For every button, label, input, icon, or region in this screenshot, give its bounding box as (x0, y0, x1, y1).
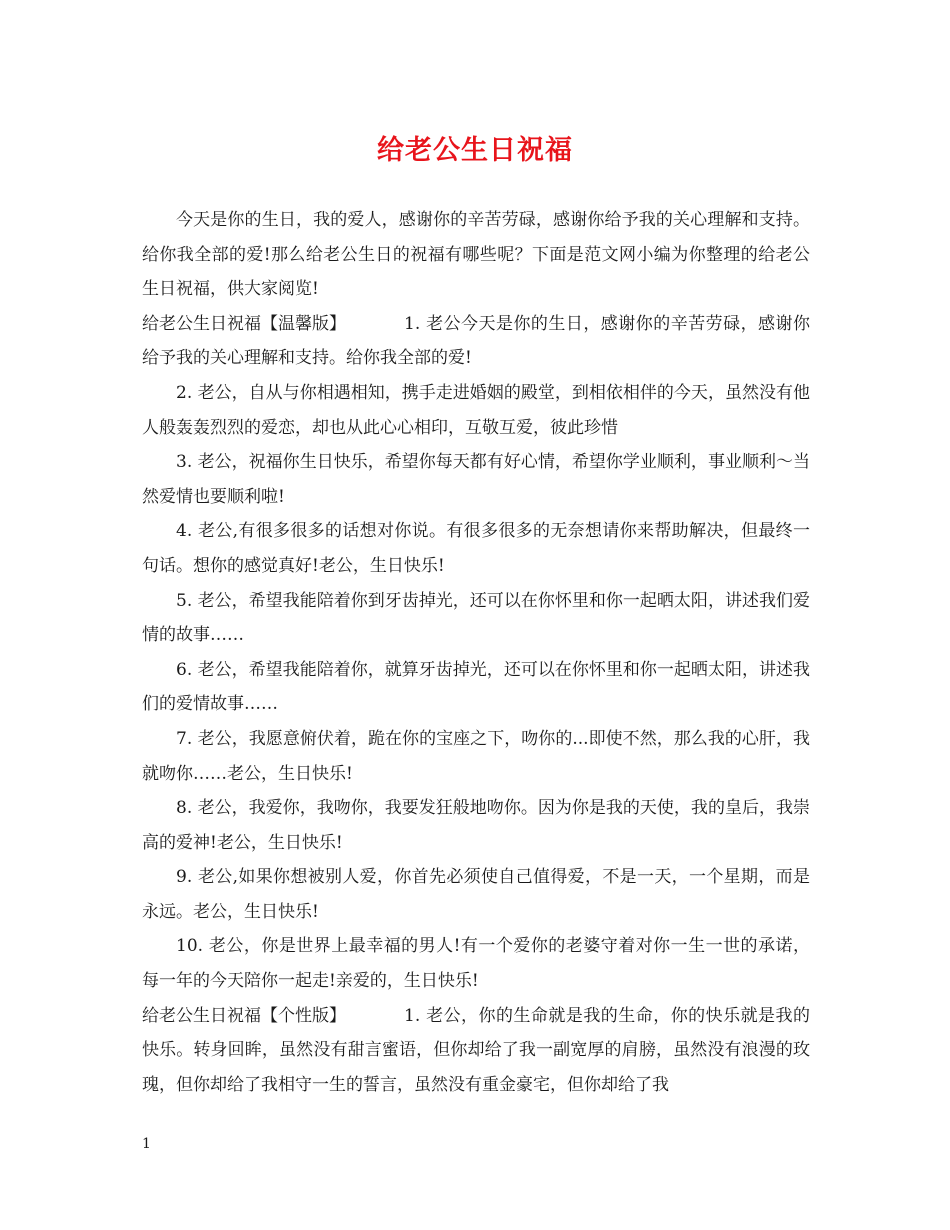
document-body (142, 203, 810, 1102)
list-item: 3. 老公，祝福你生日快乐，希望你每天都有好心情，希望你学业顺利，事业顺利～当然爱情也要顺利啦! (142, 452, 810, 507)
intro-paragraph: 今天是你的生日，我的爱人，感谢你的辛苦劳碌，感谢你给予我的关心理解和支持。给你我全部的爱!那么给老公生日的祝福有哪些呢？下面是范文网小编为你整理的给老公生日祝福，供大家阅览! (142, 210, 810, 300)
list-item: 10. 老公，你是世界上最幸福的男人!有一个爱你的老婆守着对你一生一世的承诺，每一年的今天陪你一起走!亲爱的，生日快乐! (142, 936, 810, 992)
list-item: 8. 老公，我爱你，我吻你，我要发狂般地吻你。因为你是我的天使，我的皇后，我崇高的爱神!老公，生日快乐! (142, 798, 810, 853)
section-heading-personality: 给老公生日祝福【个性版】 (142, 1005, 346, 1026)
section-first-item-warm: 1. 老公今天是你的生日，感谢你的辛苦劳碌，感谢你给予我的关心理解和支持。给你我全部的爱! (142, 313, 810, 369)
list-item: 7. 老公，我愿意俯伏着，跪在你的宝座之下，吻你的...即使不然，那么我的心肝，我就吻你……老公，生日快乐! (142, 728, 810, 784)
list-item: 4. 老公,有很多很多的话想对你说。有很多很多的无奈想请你来帮助解决，但最终一句话。想你的感觉真好!老公，生日快乐! (142, 521, 810, 576)
section-paragraph-warm (142, 307, 810, 376)
page-number: 1 (142, 1136, 151, 1152)
list-item: 9. 老公,如果你想被别人爱，你首先必须使自己值得爱，不是一天，一个星期，而是永远。老公，生日快乐! (142, 867, 810, 922)
list-item: 5. 老公，希望我能陪着你到牙齿掉光，还可以在你怀里和你一起晒太阳，讲述我们爱情的故事…… (142, 590, 810, 646)
section-heading-warm: 给老公生日祝福【温馨版】 (142, 313, 346, 334)
list-item: 2. 老公，自从与你相遇相知，携手走进婚姻的殿堂，到相依相伴的今天，虽然没有他人般轰轰烈烈的爱恋，却也从此心心相印，互敬互爱，彼此珍惜 (142, 382, 810, 438)
document-title: 给老公生日祝福 (377, 135, 573, 166)
section-paragraph-personality (142, 999, 810, 1103)
section-first-item-personality: 1. 老公，你的生命就是我的生命，你的快乐就是我的快乐。转身回眸，虽然没有甜言蜜语，但你却给了我一副宽厚的肩膀，虽然没有浪漫的玫瑰，但你却给了我相守一生的誓言，虽然没有重金豪宅，但你却给了我 (142, 1005, 810, 1095)
list-item: 6. 老公，希望我能陪着你，就算牙齿掉光，还可以在你怀里和你一起晒太阳，讲述我们的爱情故事…… (142, 659, 810, 715)
